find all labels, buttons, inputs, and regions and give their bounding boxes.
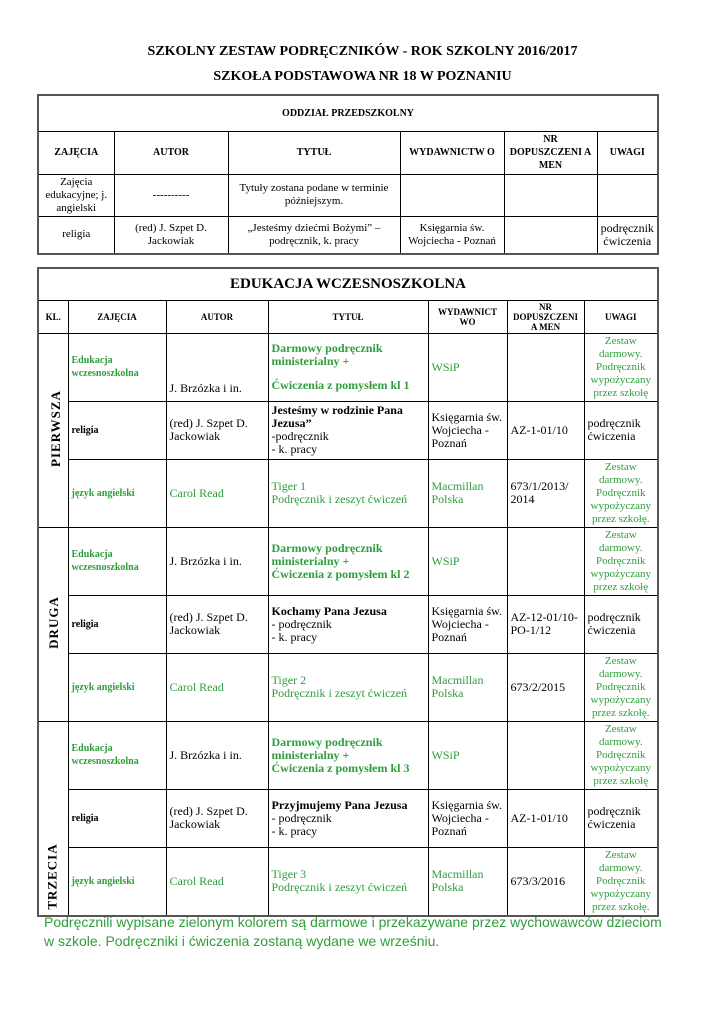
title-line: Tiger 1 — [271, 479, 307, 493]
cell-wydawnictwo: Macmillan Polska — [428, 459, 507, 527]
column-header: ZAJĘCIA — [38, 131, 114, 174]
cell-zajecia: religia — [68, 789, 166, 847]
cell-autor: (red) J. Szpet D. Jackowiak — [166, 401, 268, 459]
footer-note: Podręcznili wypisane zielonym kolorem są darmowe i przekazywane przez wychowawców dzieciom w szkole. Podręczniki i ćwiczenia zostaną wydane we wrześniu. — [44, 914, 662, 949]
cell-wydawnictwo: WSiP — [428, 333, 507, 401]
title-line: - k. pracy — [271, 823, 318, 838]
table-row — [38, 459, 658, 527]
column-header: NR DOPUSZCZENI A MEN — [507, 300, 584, 333]
early-education-table — [37, 267, 659, 917]
cell-tytul — [268, 527, 428, 595]
early-section-title: EDUKACJA WCZESNOSZKOLNA — [38, 268, 658, 300]
cell-nr: 673/2/2015 — [507, 653, 584, 721]
class-label-cell — [38, 527, 68, 721]
class-label: DRUGA — [45, 595, 61, 649]
cell-wydawnictwo: Księgarnia św. Wojciecha - Poznań — [428, 595, 507, 653]
column-header: WYDAWNICTW O — [400, 131, 504, 174]
title-line: -podręcznik — [271, 429, 329, 443]
cell-autor: (red) J. Szpet D. Jackowiak — [166, 789, 268, 847]
table-row — [38, 401, 658, 459]
cell-tytul: „Jesteśmy dziećmi Bożymi” – podręcznik, k. pracy — [228, 216, 400, 254]
preschool-table — [37, 94, 659, 255]
class-label-cell — [38, 721, 68, 916]
title-line: Ćwiczenia z pomysłem kl 2 — [271, 566, 410, 581]
title-line: Darmowy podręcznik ministerialny + — [271, 341, 383, 368]
cell-uwagi: podręcznik ćwiczenia — [597, 216, 658, 254]
column-header: TYTUŁ — [228, 131, 400, 174]
cell-zajecia: język angielski — [68, 459, 166, 527]
cell-uwagi: podręcznik ćwiczenia — [584, 401, 658, 459]
cell-autor: J. Brzózka i in. — [166, 721, 268, 789]
title-line: - podręcznik — [271, 810, 332, 825]
cell-tytul — [268, 459, 428, 527]
cell-autor: (red) J. Szpet D. Jackowiak — [114, 216, 228, 254]
cell-tytul — [268, 789, 428, 847]
title-line: Tiger 2 — [271, 673, 307, 687]
cell-zajecia: religia — [68, 401, 166, 459]
title-line: Podręcznik i zeszyt ćwiczeń — [271, 880, 408, 894]
cell-nr: AZ-12-01/10-PO-1/12 — [507, 595, 584, 653]
title-line: - k. pracy — [271, 629, 318, 644]
cell-zajecia: Edukacja wczesnoszkolna — [68, 721, 166, 789]
cell-nr: 673/1/2013/ 2014 — [507, 459, 584, 527]
table-row — [38, 216, 658, 254]
cell-autor: Carol Read — [166, 653, 268, 721]
title-line: Ćwiczenia z pomysłem kl 3 — [271, 760, 410, 775]
title-line: Ćwiczenia z pomysłem kl 1 — [271, 378, 410, 392]
title-line: - podręcznik — [271, 616, 332, 631]
table-row — [38, 527, 658, 595]
column-header: NR DOPUSZCZENI A MEN — [504, 131, 597, 174]
title-line: Tiger 3 — [271, 867, 307, 881]
cell-wydawnictwo: Księgarnia św. Wojciecha - Poznań — [400, 216, 504, 254]
school-name: SZKOŁA PODSTAWOWA NR 18 W POZNANIU — [213, 69, 512, 84]
cell-uwagi: Zestaw darmowy. Podręcznik wypożyczany przez szkołę — [584, 333, 658, 401]
cell-zajecia: Zajęcia edukacyjne; j. angielski — [38, 174, 114, 216]
class-label-cell — [38, 333, 68, 527]
title-line: Przyjmujemy Pana Jezusa — [271, 797, 408, 812]
column-header: AUTOR — [114, 131, 228, 174]
cell-nr: AZ-1-01/10 — [507, 401, 584, 459]
cell-uwagi: Zestaw darmowy. Podręcznik wypożyczany przez szkołę — [584, 527, 658, 595]
table-row — [38, 721, 658, 789]
title-line: - k. pracy — [271, 442, 318, 456]
cell-tytul — [268, 333, 428, 401]
preschool-section-title: ODDZIAŁ PRZEDSZKOLNY — [38, 95, 658, 131]
cell-tytul: Tytuły zostana podane w terminie późniejszym. — [228, 174, 400, 216]
cell-uwagi: podręcznik ćwiczenia — [584, 595, 658, 653]
cell-uwagi: Zestaw darmowy. Podręcznik wypożyczany przez szkołę. — [584, 847, 658, 916]
column-header: WYDAWNICT WO — [428, 300, 507, 333]
cell-nr: AZ-1-01/10 — [507, 789, 584, 847]
cell-wydawnictwo: WSiP — [428, 527, 507, 595]
cell-wydawnictwo: Macmillan Polska — [428, 847, 507, 916]
cell-tytul — [268, 401, 428, 459]
cell-autor: ---------- — [114, 174, 228, 216]
cell-nr — [507, 333, 584, 401]
cell-tytul — [268, 847, 428, 916]
column-header: AUTOR — [166, 300, 268, 333]
table-row — [38, 595, 658, 653]
cell-autor: J. Brzózka i in. — [166, 527, 268, 595]
title-line: Jesteśmy w rodzinie Pana Jezusa” — [271, 403, 403, 430]
cell-wydawnictwo — [400, 174, 504, 216]
cell-uwagi: Zestaw darmowy. Podręcznik wypożyczany przez szkołę. — [584, 459, 658, 527]
table-row — [38, 333, 658, 401]
column-header: KL. — [38, 300, 68, 333]
cell-uwagi: Zestaw darmowy. Podręcznik wypożyczany przez szkołę — [584, 721, 658, 789]
cell-zajecia: Edukacja wczesnoszkolna — [68, 527, 166, 595]
cell-zajecia: język angielski — [68, 653, 166, 721]
table-row — [38, 174, 658, 216]
cell-tytul — [268, 653, 428, 721]
title-line: Darmowy podręcznik ministerialny + — [271, 734, 383, 762]
cell-tytul — [268, 721, 428, 789]
cell-autor: Carol Read — [166, 847, 268, 916]
cell-zajecia: Edukacja wczesnoszkolna — [68, 333, 166, 401]
cell-nr — [504, 216, 597, 254]
cell-wydawnictwo: WSiP — [428, 721, 507, 789]
cell-uwagi: Zestaw darmowy. Podręcznik wypożyczany przez szkołę. — [584, 653, 658, 721]
cell-wydawnictwo: Księgarnia św. Wojciecha - Poznań — [428, 789, 507, 847]
cell-autor: (red) J. Szpet D. Jackowiak — [166, 595, 268, 653]
cell-zajecia: religia — [38, 216, 114, 254]
cell-nr — [507, 527, 584, 595]
class-label: PIERWSZA — [47, 389, 63, 467]
title-line: Kochamy Pana Jezusa — [271, 603, 387, 618]
table-row — [38, 789, 658, 847]
cell-wydawnictwo: Macmillan Polska — [428, 653, 507, 721]
title-line: Podręcznik i zeszyt ćwiczeń — [271, 492, 408, 506]
title-line: Podręcznik i zeszyt ćwiczeń — [271, 686, 408, 700]
cell-nr: 673/3/2016 — [507, 847, 584, 916]
cell-nr — [504, 174, 597, 216]
column-header: UWAGI — [584, 300, 658, 333]
cell-zajecia: religia — [68, 595, 166, 653]
class-label: TRZECIA — [44, 842, 60, 910]
cell-zajecia: język angielski — [68, 847, 166, 916]
cell-nr — [507, 721, 584, 789]
cell-wydawnictwo: Księgarnia św. Wojciecha - Poznań — [428, 401, 507, 459]
title-line: Darmowy podręcznik ministerialny + — [271, 540, 383, 568]
column-header: UWAGI — [597, 131, 658, 174]
table-row — [38, 653, 658, 721]
cell-tytul — [268, 595, 428, 653]
document-title: SZKOLNY ZESTAW PODRĘCZNIKÓW - ROK SZKOLNY 2016/2017 — [147, 44, 578, 59]
table-row — [38, 847, 658, 916]
column-header: ZAJĘCIA — [68, 300, 166, 333]
cell-uwagi: podręcznik ćwiczenia — [584, 789, 658, 847]
cell-autor: J. Brzózka i in. — [166, 333, 268, 401]
cell-uwagi — [597, 174, 658, 216]
column-header: TYTUŁ — [268, 300, 428, 333]
cell-autor: Carol Read — [166, 459, 268, 527]
